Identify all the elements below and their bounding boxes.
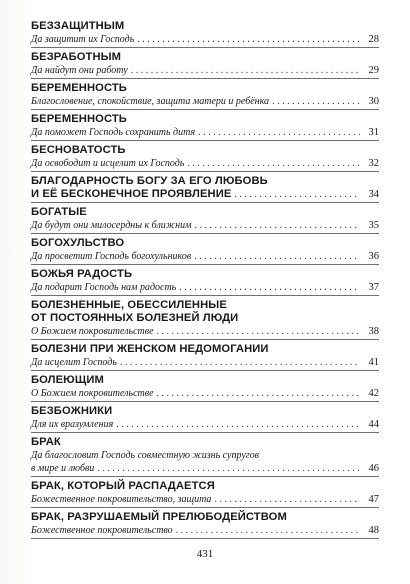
entry-subtitle-line bbox=[31, 356, 379, 369]
entry-heading: БЕЗРАБОТНЫМ bbox=[31, 51, 122, 63]
entry-subtitle: Да благословит Господь совместную жизнь супругов bbox=[31, 450, 259, 461]
entry-heading: БРАК, КОТОРЫЙ РАСПАДАЕТСЯ bbox=[31, 480, 215, 492]
dot-leader bbox=[120, 356, 360, 369]
entry-heading: БОЖЬЯ РАДОСТЬ bbox=[31, 268, 133, 280]
dot-leader bbox=[198, 126, 360, 139]
entry-subtitle-line bbox=[31, 219, 379, 232]
entry-page-number: 30 bbox=[368, 96, 379, 107]
toc-entry bbox=[31, 48, 379, 79]
entry-subtitle: Да просветит Господь богохульников bbox=[31, 251, 192, 262]
toc-entry bbox=[31, 110, 379, 141]
entry-subtitle-line bbox=[31, 64, 379, 77]
toc-entry bbox=[31, 172, 379, 203]
entry-subtitle-line bbox=[31, 418, 379, 431]
entry-subtitle-line bbox=[31, 524, 379, 537]
entry-heading: БЕСНОВАТОСТЬ bbox=[31, 144, 126, 156]
toc-entry bbox=[31, 371, 379, 402]
toc-entry bbox=[31, 234, 379, 265]
toc-entry bbox=[31, 477, 379, 508]
entry-heading: БОЛЕЗНИ ПРИ ЖЕНСКОМ НЕДОМОГАНИИ bbox=[31, 343, 269, 355]
entry-subtitle: О Божием покровительстве bbox=[31, 388, 154, 399]
toc-entry bbox=[31, 402, 379, 433]
entry-subtitle: Да подарит Господь нам радость bbox=[31, 282, 177, 293]
dot-leader bbox=[179, 281, 360, 294]
dot-leader bbox=[194, 250, 360, 263]
entry-subtitle-line bbox=[31, 462, 379, 475]
entry-page-number: 42 bbox=[368, 388, 379, 399]
dot-leader bbox=[214, 493, 360, 506]
entry-subtitle: Да защитит их Господь bbox=[31, 34, 135, 45]
toc-entry bbox=[31, 203, 379, 234]
dot-leader bbox=[131, 64, 360, 77]
entry-page-number: 38 bbox=[368, 326, 379, 337]
dot-leader bbox=[137, 33, 360, 46]
entry-subtitle: Да найдут они работу bbox=[31, 65, 128, 76]
dot-leader bbox=[97, 462, 360, 475]
entry-heading: БЕЗЗАЩИТНЫМ bbox=[31, 20, 125, 32]
entry-heading: БОЛЕЮЩИМ bbox=[31, 374, 104, 386]
toc-entry bbox=[31, 296, 379, 340]
toc-entry bbox=[31, 433, 379, 477]
entry-heading: БЕЗБОЖНИКИ bbox=[31, 405, 113, 417]
entry-subtitle: в мире и любви bbox=[31, 463, 95, 474]
entry-page-number: 36 bbox=[368, 251, 379, 262]
entry-subtitle: Да освободит и исцелит их Господь bbox=[31, 158, 185, 169]
entry-subtitle: Для их вразумления bbox=[31, 419, 114, 430]
entry-heading: БРАК bbox=[31, 436, 61, 448]
entry-page-number: 34 bbox=[368, 189, 379, 200]
entry-page-number: 32 bbox=[368, 158, 379, 169]
dot-leader bbox=[176, 524, 360, 537]
entry-subtitle: Да будут они милосердны к ближним bbox=[31, 220, 192, 231]
entry-page-number: 44 bbox=[368, 419, 379, 430]
entry-subtitle: Божественное покровительство bbox=[31, 525, 173, 536]
dot-leader bbox=[194, 219, 360, 232]
entry-subtitle-line bbox=[31, 281, 379, 294]
toc-entry bbox=[31, 141, 379, 172]
entry-heading: И ЕЁ БЕСКОНЕЧНОЕ ПРОЯВЛЕНИЕ bbox=[31, 188, 232, 200]
entry-subtitle-line bbox=[31, 387, 379, 400]
toc-entry bbox=[31, 20, 379, 48]
entry-page-number: 28 bbox=[368, 34, 379, 45]
entry-subtitle-line bbox=[31, 449, 379, 462]
entry-heading: БОГАТЫЕ bbox=[31, 206, 87, 218]
entry-subtitle: Божественное покровительство, защита bbox=[31, 494, 212, 505]
entry-subtitle-line bbox=[31, 126, 379, 139]
entry-subtitle-line bbox=[31, 33, 379, 46]
entry-heading: ОТ ПОСТОЯННЫХ БОЛЕЗНЕЙ ЛЮДИ bbox=[31, 312, 239, 324]
dot-leader bbox=[157, 325, 360, 338]
entry-page-number: 29 bbox=[368, 65, 379, 76]
dot-leader bbox=[157, 387, 360, 400]
entry-subtitle-line bbox=[31, 95, 379, 108]
entry-page-number: 48 bbox=[368, 525, 379, 536]
entry-page-number: 35 bbox=[368, 220, 379, 231]
page-number: 431 bbox=[196, 548, 214, 560]
entry-subtitle: Да поможет Господь сохранить дитя bbox=[31, 127, 196, 138]
entry-page-number: 31 bbox=[368, 127, 379, 138]
entry-page-number: 41 bbox=[368, 357, 379, 368]
toc-entry bbox=[31, 508, 379, 539]
entry-heading: БЕРЕМЕННОСТЬ bbox=[31, 82, 127, 94]
entry-subtitle-line bbox=[31, 493, 379, 506]
dot-leader bbox=[234, 188, 360, 201]
entry-subtitle-line bbox=[31, 157, 379, 170]
entry-subtitle: О Божием покровительстве bbox=[31, 326, 154, 337]
entry-heading: БЕРЕМЕННОСТЬ bbox=[31, 113, 127, 125]
entry-subtitle-line bbox=[31, 250, 379, 263]
entry-subtitle: Благословение, спокойствие, защита матери и ребёнка bbox=[31, 96, 270, 107]
toc-entry bbox=[31, 340, 379, 371]
entry-page-number: 47 bbox=[368, 494, 379, 505]
toc-entry bbox=[31, 79, 379, 110]
entry-page-number: 37 bbox=[368, 282, 379, 293]
entry-heading: БЛАГОДАРНОСТЬ БОГУ ЗА ЕГО ЛЮБОВЬ bbox=[31, 175, 268, 187]
dot-leader bbox=[272, 95, 360, 108]
entry-heading: БОЛЕЗНЕННЫЕ, ОБЕССИЛЕННЫЕ bbox=[31, 299, 227, 311]
dot-leader bbox=[116, 418, 360, 431]
entry-page-number: 46 bbox=[368, 463, 379, 474]
entry-subtitle-line bbox=[31, 325, 379, 338]
entry-subtitle: Да исцелит Господь bbox=[31, 357, 117, 368]
table-of-contents bbox=[31, 20, 379, 539]
toc-entry bbox=[31, 265, 379, 296]
dot-leader bbox=[187, 157, 360, 170]
entry-heading: БОГОХУЛЬСТВО bbox=[31, 237, 125, 249]
entry-heading: БРАК, РАЗРУШАЕМЫЙ ПРЕЛЮБОДЕЙСТВОМ bbox=[31, 511, 287, 523]
